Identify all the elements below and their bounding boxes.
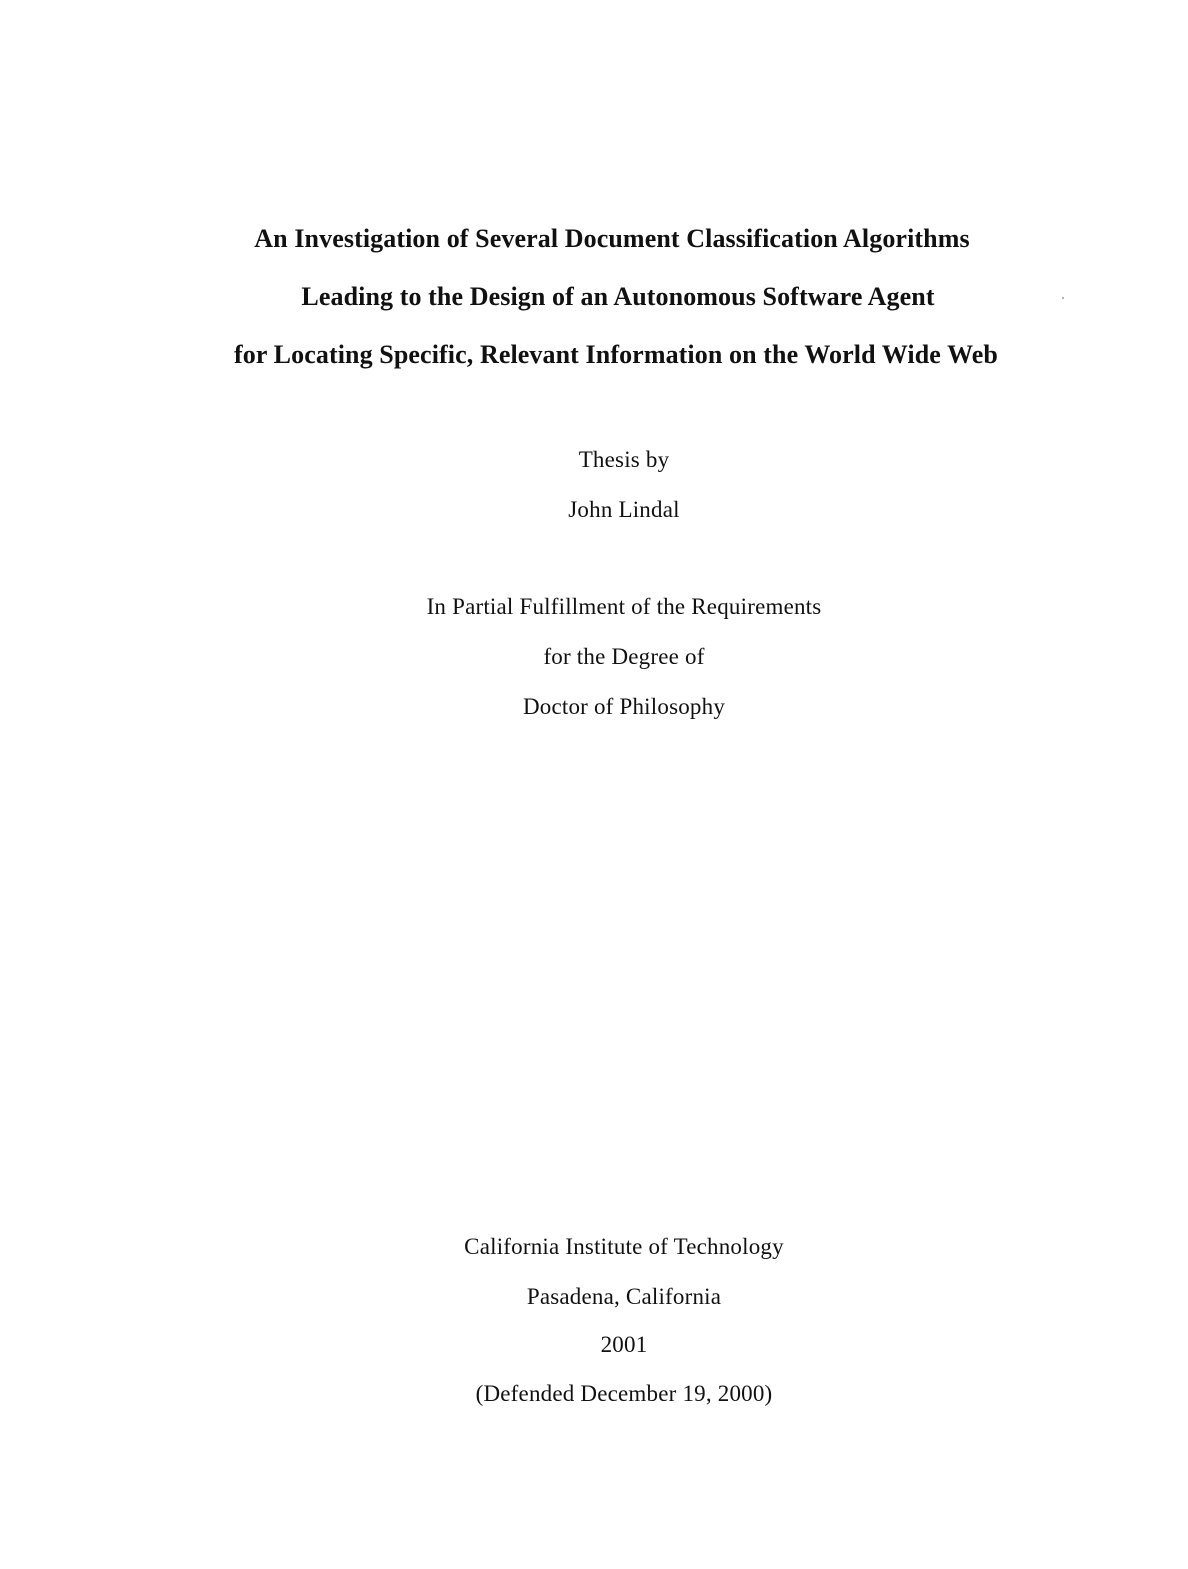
thesis-title-line-1: An Investigation of Several Document Classification Algorithms (254, 224, 970, 253)
institution-name: California Institute of Technology (464, 1234, 784, 1259)
requirements-line-2: for the Degree of (543, 644, 705, 669)
thesis-title-line-3: for Locating Specific, Relevant Information on the World Wide Web (234, 340, 998, 369)
degree-name: Doctor of Philosophy (522, 694, 726, 719)
publication-year: 2001 (600, 1332, 648, 1357)
scan-speck (1062, 297, 1064, 299)
defense-date: (Defended December 19, 2000) (475, 1381, 773, 1406)
thesis-by-label: Thesis by (578, 447, 670, 472)
thesis-title-line-2: Leading to the Design of an Autonomous Software Agent (301, 282, 935, 311)
requirements-line-1: In Partial Fulfillment of the Requirements (426, 594, 822, 619)
institution-location: Pasadena, California (526, 1284, 722, 1309)
author-name: John Lindal (568, 497, 680, 522)
